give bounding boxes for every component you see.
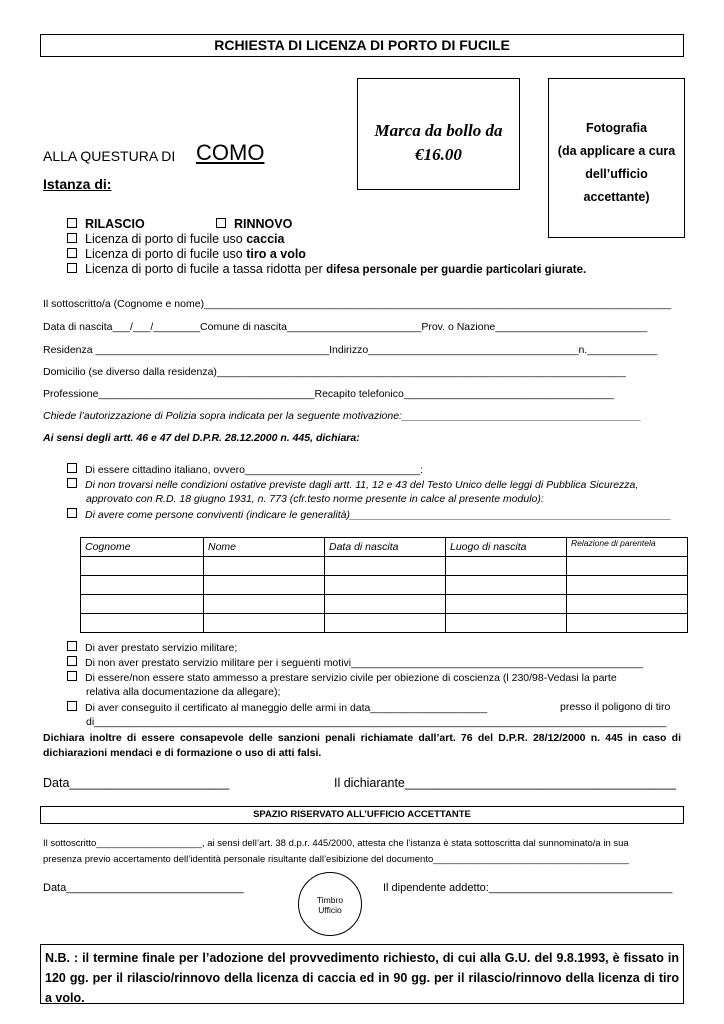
decl-cittadino[interactable]	[67, 463, 423, 476]
checkbox[interactable]	[67, 248, 77, 258]
decl-label: Di essere/non essere stato ammesso a prestare servizio civile per obiezione di coscienza (l 230/98-Vedasi la parte	[85, 672, 617, 684]
checkbox[interactable]	[67, 508, 77, 518]
table-cell[interactable]	[446, 614, 567, 633]
ufficio-section-title: SPAZIO RISERVATO ALL’UFFICIO ACCETTANTE	[40, 806, 684, 824]
col-nome: Nome	[204, 538, 325, 557]
decl-label: Di non aver prestato servizio militare per i seguenti motivi__________________________________________________	[85, 657, 644, 669]
ufficio-data[interactable]: Data_____________________________	[43, 882, 244, 894]
form-title: RCHIESTA DI LICENZA DI PORTO DI FUCILE	[40, 34, 684, 57]
table-cell[interactable]	[325, 595, 446, 614]
photo-box	[548, 78, 685, 238]
col-data-nascita: Data di nascita	[325, 538, 446, 557]
ufficio-documento[interactable]: presenza previo accertamento dell’identità personale risultante dall’esibizione del documento_____________________________________	[43, 854, 629, 865]
decl-label: Di non trovarsi nelle condizioni ostative previste dagli artt. 11, 12 e 43 del Testo Unico delle leggi di Pubblica Sicurezza,	[85, 479, 639, 491]
marca-da-bollo-box	[357, 78, 520, 190]
nota-bene-box: N.B. : il termine finale per l’adozione del provvedimento richiesto, di cui alla G.U. del 9.8.1993, è fissato in 120 gg. per il rilascio/rinnovo della licenza di caccia ed in 90 gg. per il rilascio/rinnovo della licenza di tiro a volo.	[40, 944, 684, 1004]
questura-city: COMO	[196, 140, 265, 165]
table-cell[interactable]	[567, 614, 688, 633]
field-domicilio[interactable]: Domicilio (se diverso dalla residenza)______________________________________________________________________	[43, 366, 626, 378]
questura-label: ALLA QUESTURA DI	[43, 148, 176, 164]
decl-certificato[interactable]	[67, 701, 487, 714]
table-cell[interactable]	[81, 614, 204, 633]
photo-label: Fotografia	[585, 121, 648, 135]
decl-servizio-civile-cont: relativa alla documentazione da allegare);	[86, 686, 281, 698]
decl-label: Di aver conseguito il certificato al maneggio delle armi in data____________________	[85, 702, 488, 714]
table-cell[interactable]	[446, 595, 567, 614]
checkbox[interactable]	[67, 263, 77, 273]
photo-note-2: dell’ufficio	[585, 167, 648, 181]
table-cell[interactable]	[325, 576, 446, 595]
checkbox[interactable]	[67, 478, 77, 488]
field-dichiarante[interactable]: Il dichiarante_______________________________________	[334, 776, 676, 790]
ufficio-addetto[interactable]: Il dipendente addetto:______________________________	[383, 882, 673, 894]
photo-note-1: (da applicare a cura	[557, 144, 676, 158]
conviventi-table	[80, 537, 688, 633]
decl-label: Di essere cittadino italiano, ovvero______________________________:	[85, 464, 424, 476]
option-tiro-a-volo[interactable]	[67, 247, 306, 262]
field-data[interactable]: Data_______________________	[43, 776, 230, 790]
table-row[interactable]	[81, 595, 688, 614]
option-label: Licenza di porto di fucile uso	[85, 247, 247, 261]
ufficio-attestazione[interactable]: Il sottoscritto____________________, ai sensi dell’art. 38 d.p.r. 445/2000, attesta che l’istanza è stata sottoscritta dal sunnominato/a in sua	[43, 838, 629, 849]
col-luogo-nascita: Luogo di nascita	[446, 538, 567, 557]
decl-non-militare[interactable]	[67, 656, 643, 669]
table-cell[interactable]	[325, 557, 446, 576]
option-label: Licenza di porto di fucile uso	[85, 232, 247, 246]
dichiara-consapevole: Dichiara inoltre di essere consapevole delle sanzioni penali richiamate dall’art. 76 del D.P.R. 28/12/2000 n. 445 in caso di dichiarazioni mendaci e di formazione o uso di atti falsi.	[43, 732, 681, 759]
table-cell[interactable]	[567, 576, 688, 595]
table-cell[interactable]	[204, 614, 325, 633]
table-cell[interactable]	[204, 576, 325, 595]
istanza-label: Istanza di:	[43, 176, 112, 192]
option-rinnovo[interactable]	[216, 217, 292, 232]
field-nascita[interactable]: Data di nascita___/___/________Comune di nascita_______________________Prov. o Nazione__________________________	[43, 321, 648, 333]
table-row[interactable]	[81, 614, 688, 633]
table-cell[interactable]	[81, 576, 204, 595]
stamp-circle	[298, 872, 362, 936]
photo-note-3: accettante)	[583, 190, 650, 204]
col-cognome: Cognome	[81, 538, 204, 557]
dichiara-heading: Ai sensi degli artt. 46 e 47 del D.P.R. 28.12.2000 n. 445, dichiara:	[43, 432, 360, 444]
field-motivazione[interactable]: Chiede l’autorizzazione di Polizia sopra indicata per la seguente motivazione:_________________________________________	[43, 410, 642, 422]
option-label-bold: caccia	[246, 232, 285, 246]
table-cell[interactable]	[446, 576, 567, 595]
table-header-row	[81, 538, 688, 557]
col-relazione: Relazione di parentela	[567, 538, 688, 557]
decl-poligono: presso il poligono di tiro	[560, 701, 671, 713]
table-cell[interactable]	[567, 557, 688, 576]
checkbox[interactable]	[67, 641, 77, 651]
option-difesa-personale[interactable]	[67, 262, 586, 278]
field-professione[interactable]: Professione_____________________________________Recapito telefonico____________________________________	[43, 388, 615, 400]
table-cell[interactable]	[325, 614, 446, 633]
decl-ostative[interactable]	[67, 478, 638, 491]
checkbox[interactable]	[67, 233, 77, 243]
checkbox[interactable]	[67, 701, 77, 711]
decl-militare[interactable]	[67, 641, 237, 654]
table-cell[interactable]	[567, 595, 688, 614]
option-label-bold: difesa personale per guardie particolari giurate.	[326, 264, 587, 276]
checkbox[interactable]	[216, 218, 226, 228]
option-label: Licenza di porto di fucile a tassa ridotta per	[85, 262, 327, 276]
table-cell[interactable]	[81, 595, 204, 614]
table-cell[interactable]	[446, 557, 567, 576]
field-residenza[interactable]: Residenza ________________________________________Indirizzo____________________________________n.____________	[43, 344, 658, 356]
decl-label: Di avere come persone conviventi (indicare le generalità)_______________________________________________________	[85, 509, 672, 521]
checkbox[interactable]	[67, 671, 77, 681]
table-row[interactable]	[81, 557, 688, 576]
checkbox[interactable]	[67, 463, 77, 473]
table-cell[interactable]	[204, 557, 325, 576]
stamp-text: Timbro	[316, 895, 344, 905]
bollo-amount: €16.00	[415, 145, 462, 164]
stamp-text: Ufficio	[318, 905, 342, 915]
table-row[interactable]	[81, 576, 688, 595]
option-label: RILASCIO	[85, 217, 145, 231]
decl-ostative-cont: approvato con R.D. 18 giugno 1931, n. 773 (cfr.testo norme presente in calce al presente modulo):	[86, 493, 544, 505]
bollo-label: Marca da bollo da	[374, 121, 503, 140]
table-cell[interactable]	[81, 557, 204, 576]
option-label-bold: tiro a volo	[246, 247, 306, 261]
checkbox[interactable]	[67, 218, 77, 228]
table-cell[interactable]	[204, 595, 325, 614]
option-label: RINNOVO	[234, 217, 293, 231]
decl-servizio-civile[interactable]	[67, 671, 617, 684]
option-caccia[interactable]	[67, 232, 284, 247]
decl-conviventi[interactable]	[67, 508, 671, 521]
checkbox[interactable]	[67, 656, 77, 666]
decl-label: Di aver prestato servizio militare;	[85, 642, 238, 654]
field-poligono[interactable]: di__________________________________________________________________________________________________	[86, 716, 667, 728]
option-rilascio[interactable]	[67, 217, 145, 232]
field-sottoscritto[interactable]: Il sottoscritto/a (Cognome e nome)________________________________________________________________________________	[43, 298, 672, 310]
